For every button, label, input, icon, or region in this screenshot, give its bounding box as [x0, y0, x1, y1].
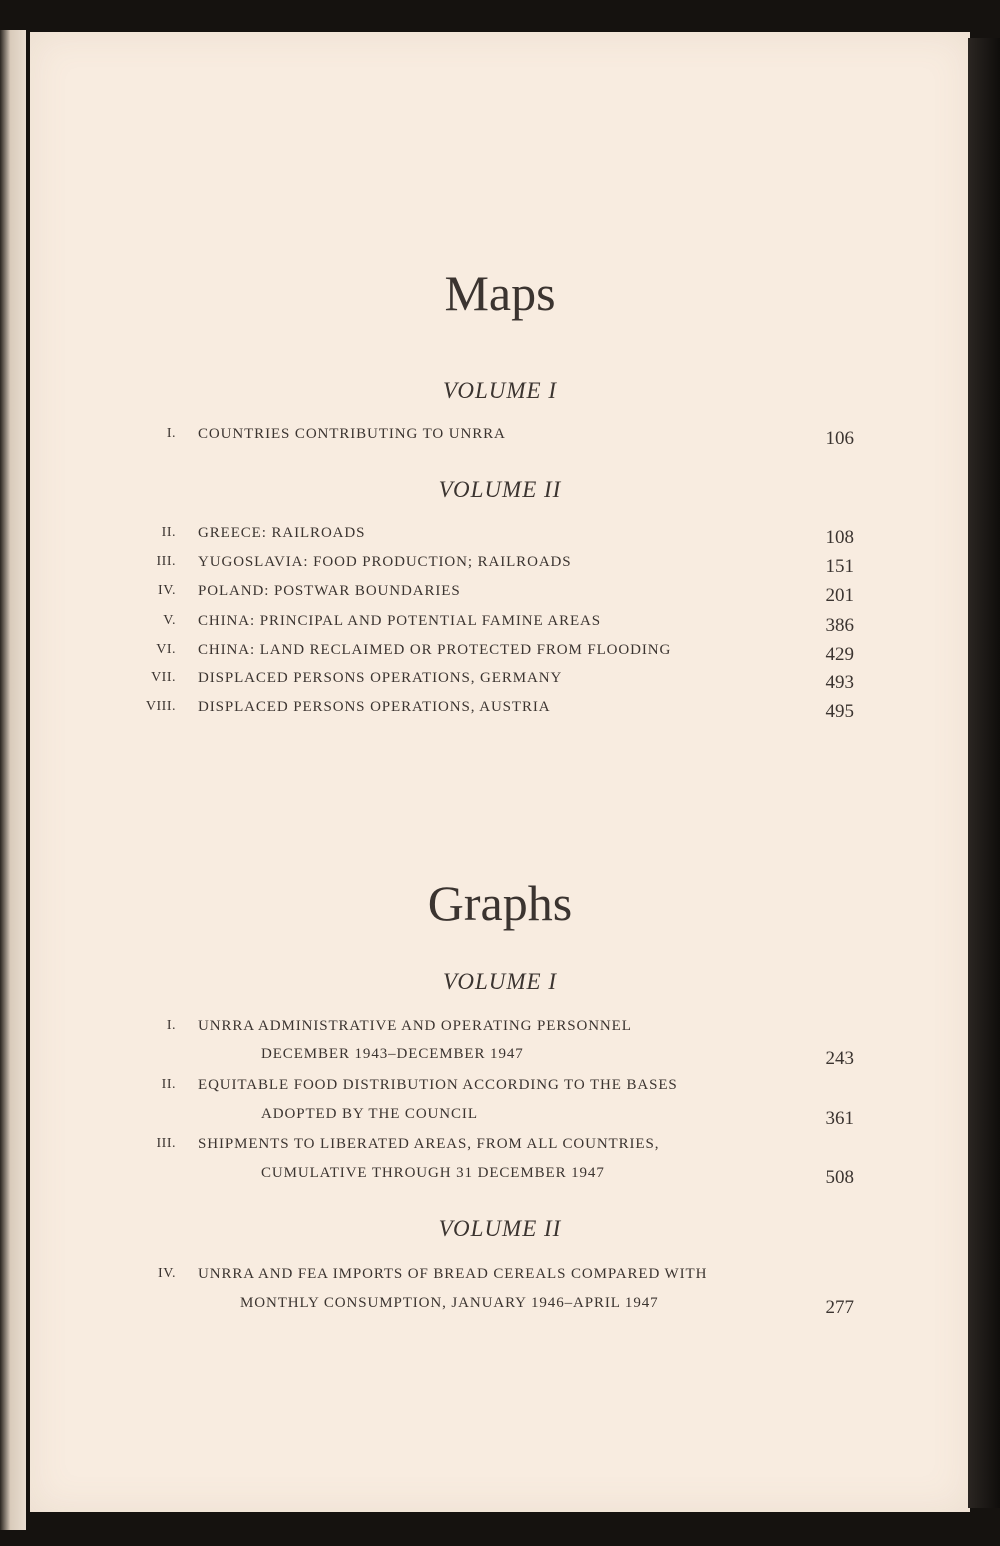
list-item [0, 670, 1000, 698]
item-number: VI. [156, 642, 176, 657]
item-title: DISPLACED PERSONS OPERATIONS, AUSTRIA [198, 699, 551, 715]
list-item-continuation [0, 1106, 1000, 1134]
item-number: III. [156, 554, 176, 569]
item-title-line-2: CUMULATIVE THROUGH 31 DECEMBER 1947 [261, 1165, 605, 1181]
maps-volume-1-heading: VOLUME I [443, 378, 557, 403]
list-item-continuation [0, 1046, 1000, 1074]
item-page: 429 [825, 644, 854, 665]
list-item [0, 613, 1000, 641]
item-page: 495 [825, 701, 854, 722]
item-number: II. [161, 525, 176, 540]
graphs-volume-2-heading: VOLUME II [438, 1216, 562, 1241]
graphs-title: Graphs [427, 875, 573, 931]
item-number: IV. [158, 1266, 176, 1281]
item-title-line-2: ADOPTED BY THE COUNCIL [261, 1106, 478, 1122]
list-item-continuation [0, 1165, 1000, 1193]
list-item [0, 642, 1000, 670]
item-number: I. [166, 1018, 176, 1033]
item-title: GREECE: RAILROADS [198, 525, 366, 541]
list-item-continuation [0, 1295, 1000, 1323]
item-number: IV. [158, 583, 176, 598]
item-page: 151 [825, 556, 854, 577]
item-number: V. [163, 613, 176, 628]
list-item [0, 426, 1000, 454]
item-number: III. [156, 1136, 176, 1151]
item-page: 201 [825, 585, 854, 606]
item-page: 508 [825, 1167, 854, 1188]
item-title-line-1: SHIPMENTS TO LIBERATED AREAS, FROM ALL COUNTRIES, [198, 1136, 660, 1152]
list-item [0, 1018, 1000, 1046]
maps-volume-2-heading: VOLUME II [438, 477, 562, 502]
item-page: 386 [825, 615, 854, 636]
list-item [0, 699, 1000, 727]
item-page: 106 [825, 428, 854, 449]
graphs-volume-1-heading: VOLUME I [443, 969, 557, 994]
item-title: DISPLACED PERSONS OPERATIONS, GERMANY [198, 670, 563, 686]
item-title-line-1: UNRRA ADMINISTRATIVE AND OPERATING PERSONNEL [198, 1018, 632, 1034]
item-page: 277 [825, 1297, 854, 1318]
item-number: VIII. [145, 699, 176, 714]
item-page: 493 [825, 672, 854, 693]
item-title: CHINA: LAND RECLAIMED OR PROTECTED FROM FLOODING [198, 642, 672, 658]
list-item [0, 525, 1000, 553]
maps-title: Maps [444, 265, 556, 321]
item-title-line-2: MONTHLY CONSUMPTION, JANUARY 1946–APRIL 1947 [240, 1295, 659, 1311]
item-page: 108 [825, 527, 854, 548]
item-title: POLAND: POSTWAR BOUNDARIES [198, 583, 461, 599]
item-title: YUGOSLAVIA: FOOD PRODUCTION; RAILROADS [198, 554, 572, 570]
item-title-line-1: EQUITABLE FOOD DISTRIBUTION ACCORDING TO THE BASES [198, 1077, 678, 1093]
list-item [0, 1266, 1000, 1294]
list-item [0, 1136, 1000, 1164]
item-page: 361 [825, 1108, 854, 1129]
item-title: CHINA: PRINCIPAL AND POTENTIAL FAMINE AREAS [198, 613, 602, 629]
item-page: 243 [825, 1048, 854, 1069]
list-item [0, 1077, 1000, 1105]
item-title: COUNTRIES CONTRIBUTING TO UNRRA [198, 426, 506, 442]
item-number: I. [166, 426, 176, 441]
item-title-line-2: DECEMBER 1943–DECEMBER 1947 [261, 1046, 524, 1062]
list-item [0, 554, 1000, 582]
item-number: VII. [151, 670, 176, 685]
list-item [0, 583, 1000, 611]
item-number: II. [161, 1077, 176, 1092]
item-title-line-1: UNRRA AND FEA IMPORTS OF BREAD CEREALS COMPARED WITH [198, 1266, 708, 1282]
